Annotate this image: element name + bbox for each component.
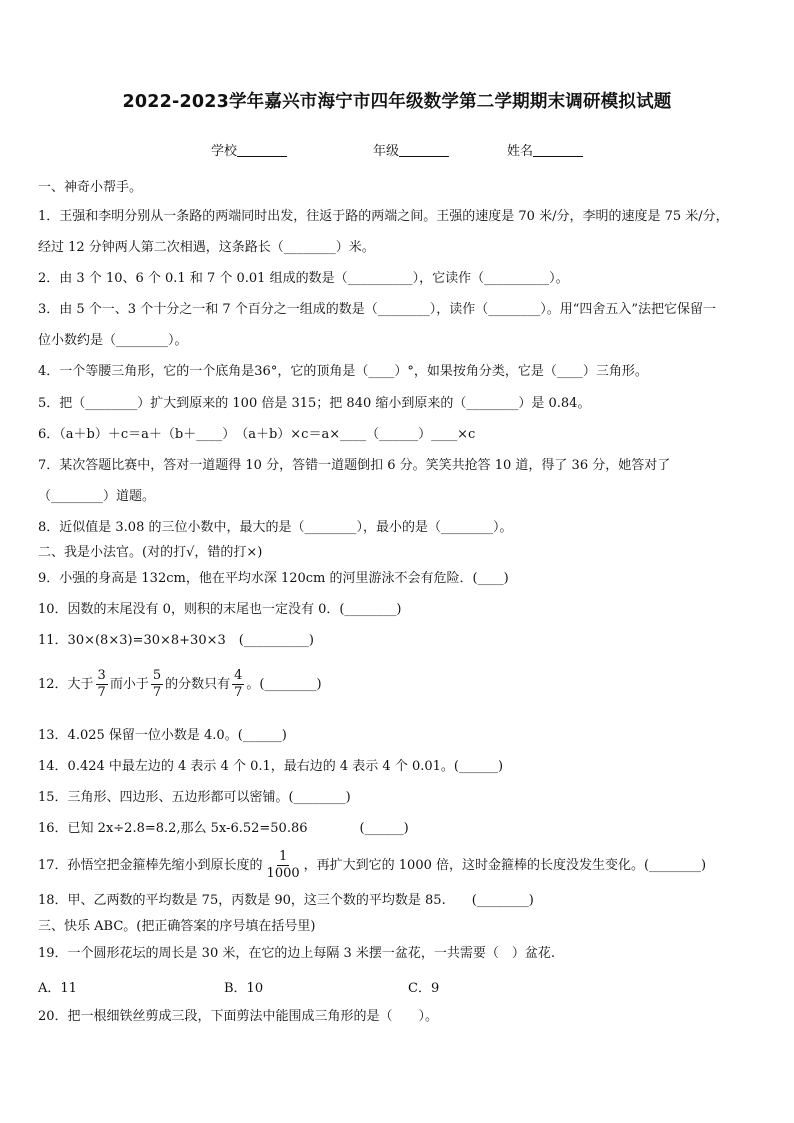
fraction-numerator: 4 xyxy=(234,668,243,683)
question-3-line-1: 3．由 5 个一、3 个十分之一和 7 个百分之一组成的数是（________），读作（________）。用“四舍五入”法把它保留一 xyxy=(38,302,717,317)
school-label: 学校 xyxy=(211,144,238,159)
fraction-denominator: 7 xyxy=(234,685,243,700)
fraction-4-7 xyxy=(232,668,244,701)
question-7-line-1: 7．某次答题比赛中，答对一道题得 10 分，答错一道题倒扣 6 分。笑笑共抢答 10 道，得了 36 分，她答对了 xyxy=(38,458,671,473)
question-7-line-2: （________）道题。 xyxy=(38,489,156,504)
fraction-3-7 xyxy=(96,668,108,701)
fraction-numerator: 5 xyxy=(152,668,162,683)
question-20: 20．把一根细铁丝剪成三段，下面剪法中能围成三角形的是（ ）。 xyxy=(38,1009,439,1024)
question-17 xyxy=(38,849,706,882)
name-label: 姓名 xyxy=(507,144,534,159)
question-2: 2．由 3 个 10、6 个 0.1 和 7 个 0.01 组成的数是（__________），它读作（__________）。 xyxy=(38,271,569,286)
question-5: 5．把（________）扩大到原来的 100 倍是 315；把 840 缩小到原来的（________）是 0.84。 xyxy=(38,396,591,411)
question-16: 16．已知 2x÷2.8=8.2,那么 5x-6.52=50.86 (______) xyxy=(38,821,409,836)
school-blank xyxy=(237,143,287,157)
question-17-suffix: ，再扩大到它的 1000 倍，这时金箍棒的长度没发生变化。(________) xyxy=(303,858,707,873)
question-1-line-2: 经过 12 分钟两人第二次相遇，这条路长（________）米。 xyxy=(38,240,375,255)
option-c: C．9 xyxy=(408,981,440,996)
fraction-1-1000 xyxy=(265,849,302,882)
question-12-middle-1: 而小于 xyxy=(109,677,149,692)
grade-blank xyxy=(399,143,449,157)
question-12 xyxy=(38,668,322,701)
section-2-heading: 二、我是小法官。(对的打√，错的打×) xyxy=(38,545,263,560)
question-13: 13．4.025 保留一位小数是 4.0。(______) xyxy=(38,728,287,743)
name-blank xyxy=(533,143,583,157)
school-field xyxy=(211,140,287,159)
page-title: 2022-2023学年嘉兴市海宁市四年级数学第二学期期末调研模拟试题 xyxy=(122,92,672,112)
question-18: 18．甲、乙两数的平均数是 75，丙数是 90，这三个数的平均数是 85. (________) xyxy=(38,893,534,908)
question-8: 8．近似值是 3.08 的三位小数中，最大的是（________），最小的是（________）。 xyxy=(38,520,513,535)
fraction-denominator: 7 xyxy=(152,685,162,700)
question-11: 11．30×(8×3)=30×8+30×3 (__________) xyxy=(38,633,314,648)
question-17-prefix: 17．孙悟空把金箍棒先缩小到原长度的 xyxy=(38,858,263,873)
question-1-line-1: 1．王强和李明分别从一条路的两端同时出发，往返于路的两端之间。王强的速度是 70 米/分，李明的速度是 75 米/分， xyxy=(38,209,729,224)
name-field xyxy=(507,140,583,159)
question-12-suffix: 。(________) xyxy=(246,677,322,692)
fraction-5-7 xyxy=(151,668,163,701)
section-1-heading: 一、神奇小帮手。 xyxy=(38,180,143,195)
question-9: 9．小强的身高是 132cm，他在平均水深 120cm 的河里游泳不会有危险．(____) xyxy=(38,571,509,586)
question-6: 6．（a＋b）＋c＝a＋（b＋____） （a＋b）×c＝a×____（______）____×c xyxy=(38,427,476,442)
fraction-denominator: 1000 xyxy=(266,866,300,881)
fraction-numerator: 3 xyxy=(97,668,106,683)
section-3-heading: 三、快乐 ABC。(把正确答案的序号填在括号里) xyxy=(38,919,316,934)
option-a: A．11 xyxy=(38,981,77,996)
fraction-numerator: 1 xyxy=(278,849,288,864)
question-10: 10．因数的末尾没有 0，则积的末尾也一定没有 0．(________) xyxy=(38,602,402,617)
question-12-prefix: 12．大于 xyxy=(38,677,94,692)
question-15: 15．三角形、四边形、五边形都可以密铺。(________) xyxy=(38,790,351,805)
question-3-line-2: 位小数约是（________）。 xyxy=(38,333,188,348)
question-19: 19．一个圆形花坛的周长是 30 米，在它的边上每隔 3 米摆一盆花，一共需要（ ）盆花. xyxy=(38,946,556,961)
grade-label: 年级 xyxy=(373,144,400,159)
fraction-denominator: 7 xyxy=(97,685,106,700)
question-14: 14．0.424 中最左边的 4 表示 4 个 0.1，最右边的 4 表示 4 个 0.01。(______) xyxy=(38,759,504,774)
question-4: 4．一个等腰三角形，它的一个底角是36°，它的顶角是（____）°，如果按角分类，它是（____）三角形。 xyxy=(38,364,648,379)
grade-field xyxy=(373,140,449,159)
option-b: B．10 xyxy=(224,981,264,996)
question-12-middle-2: 的分数只有 xyxy=(165,677,231,692)
